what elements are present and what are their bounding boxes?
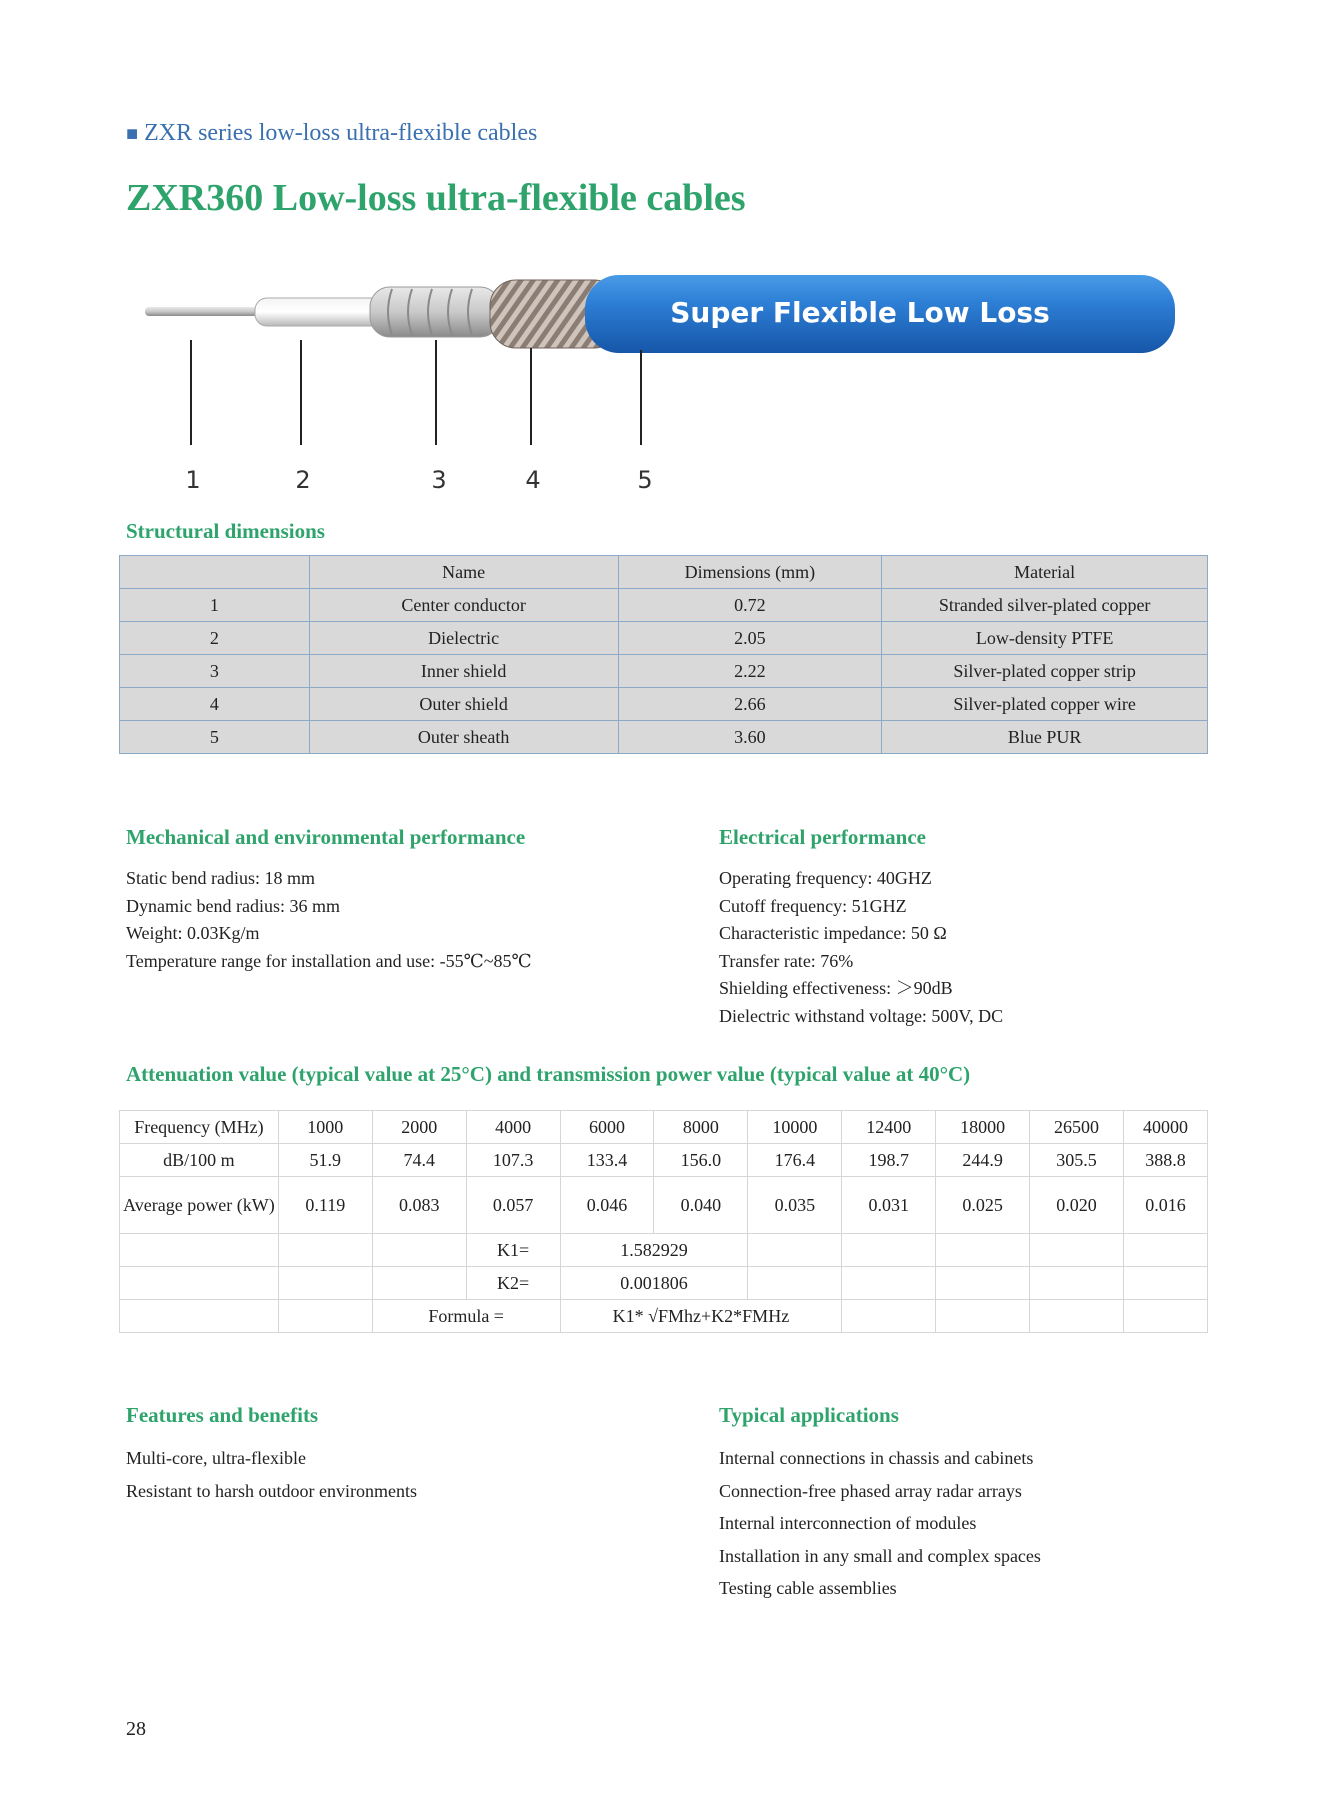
list-item: Operating frequency: 40GHZ <box>719 868 932 888</box>
k2-label: K2= <box>466 1267 560 1300</box>
table-cell: 4000 <box>466 1111 560 1144</box>
table-cell: 10000 <box>748 1111 842 1144</box>
table-cell: Low-density PTFE <box>882 622 1208 655</box>
formula-value: K1* √FMhz+K2*FMHz <box>560 1300 842 1333</box>
layer-label-5: 5 <box>637 466 653 494</box>
table-cell: 1000 <box>278 1111 372 1144</box>
features-list <box>126 1442 417 1508</box>
attenuation-row <box>120 1144 1208 1177</box>
power-row <box>120 1177 1208 1234</box>
applications-list <box>719 1442 1041 1605</box>
table-cell: 0.040 <box>654 1177 748 1234</box>
header-cell: Dimensions (mm) <box>618 556 882 589</box>
table-cell: 3 <box>120 655 310 688</box>
table-cell: 8000 <box>654 1111 748 1144</box>
table-cell: 133.4 <box>560 1144 654 1177</box>
formula-row <box>120 1300 1208 1333</box>
table-cell: 51.9 <box>278 1144 372 1177</box>
table-cell: Silver-plated copper strip <box>882 655 1208 688</box>
table-cell: 74.4 <box>372 1144 466 1177</box>
list-item: Dielectric withstand voltage: 500V, DC <box>719 1005 1004 1026</box>
row-label: dB/100 m <box>120 1144 279 1177</box>
jacket-text: Super Flexible Low Loss <box>670 296 1050 329</box>
k1-row <box>120 1234 1208 1267</box>
table-cell: 388.8 <box>1124 1144 1208 1177</box>
list-item: Resistant to harsh outdoor environments <box>126 1481 417 1501</box>
formula-label: Formula = <box>372 1300 560 1333</box>
list-item: Cutoff frequency: 51GHZ <box>719 895 907 916</box>
k1-label: K1= <box>466 1234 560 1267</box>
inner-shield-shape <box>370 287 500 337</box>
series-title-text: ZXR series low-loss ultra-flexible cables <box>144 120 538 146</box>
table-cell: 5 <box>120 721 310 754</box>
page-number: 28 <box>126 1718 146 1740</box>
page-title: ZXR360 Low-loss ultra-flexible cables <box>126 177 746 219</box>
list-item: Multi-core, ultra-flexible <box>126 1448 306 1468</box>
features-heading: Features and benefits <box>126 1403 319 1427</box>
electrical-list <box>719 865 1003 1030</box>
table-cell: Outer shield <box>309 688 618 721</box>
table-cell: 0.046 <box>560 1177 654 1234</box>
table-cell: 26500 <box>1030 1111 1124 1144</box>
table-cell: 2 <box>120 622 310 655</box>
table-row <box>120 622 1208 655</box>
header-cell: Material <box>882 556 1208 589</box>
list-item: Installation in any small and complex spaces <box>719 1545 1041 1566</box>
dielectric-shape <box>255 298 385 326</box>
header-cell <box>120 556 310 589</box>
table-cell: 18000 <box>936 1111 1030 1144</box>
table-cell: 176.4 <box>748 1144 842 1177</box>
k2-value: 0.001806 <box>560 1267 748 1300</box>
square-bullet-icon: ■ <box>126 123 139 145</box>
list-item: Characteristic impedance: 50 Ω <box>719 923 947 943</box>
list-item: Internal interconnection of modules <box>719 1513 977 1533</box>
list-item: Transfer rate: 76% <box>719 950 854 971</box>
row-label: Frequency (MHz) <box>120 1111 279 1144</box>
table-cell: 4 <box>120 688 310 721</box>
structural-table <box>119 555 1208 754</box>
frequency-row <box>120 1111 1208 1144</box>
list-item: Internal connections in chassis and cabinets <box>719 1448 1034 1468</box>
table-cell: 0.119 <box>278 1177 372 1234</box>
table-cell: 0.031 <box>842 1177 936 1234</box>
table-header-row <box>120 556 1208 589</box>
table-cell: Outer sheath <box>309 721 618 754</box>
table-row <box>120 721 1208 754</box>
table-cell: 156.0 <box>654 1144 748 1177</box>
table-cell: 2000 <box>372 1111 466 1144</box>
applications-heading: Typical applications <box>719 1403 899 1427</box>
table-cell: Dielectric <box>309 622 618 655</box>
table-cell: 0.083 <box>372 1177 466 1234</box>
table-cell: 6000 <box>560 1111 654 1144</box>
list-item: Temperature range for installation and use: -55℃~85℃ <box>126 950 532 971</box>
cable-diagram <box>0 0 1326 500</box>
layer-label-3: 3 <box>431 466 447 494</box>
table-cell: 107.3 <box>466 1144 560 1177</box>
table-cell: 3.60 <box>618 721 882 754</box>
structural-heading: Structural dimensions <box>126 519 325 543</box>
header-cell: Name <box>309 556 618 589</box>
table-cell: 2.05 <box>618 622 882 655</box>
table-cell: 2.66 <box>618 688 882 721</box>
table-cell: Center conductor <box>309 589 618 622</box>
list-item: Dynamic bend radius: 36 mm <box>126 895 340 916</box>
k1-value: 1.582929 <box>560 1234 748 1267</box>
k2-row <box>120 1267 1208 1300</box>
table-cell: 0.016 <box>1124 1177 1208 1234</box>
center-conductor-shape <box>145 307 265 316</box>
table-cell: Stranded silver-plated copper <box>882 589 1208 622</box>
table-cell: 0.72 <box>618 589 882 622</box>
table-row <box>120 655 1208 688</box>
table-cell: 1 <box>120 589 310 622</box>
table-cell: 305.5 <box>1030 1144 1124 1177</box>
table-row <box>120 589 1208 622</box>
table-cell: Blue PUR <box>882 721 1208 754</box>
table-cell: 0.025 <box>936 1177 1030 1234</box>
table-cell: 0.020 <box>1030 1177 1124 1234</box>
table-cell: 0.057 <box>466 1177 560 1234</box>
table-cell: 0.035 <box>748 1177 842 1234</box>
table-cell: 198.7 <box>842 1144 936 1177</box>
list-item: Testing cable assemblies <box>719 1578 897 1598</box>
layer-label-4: 4 <box>525 466 541 494</box>
mechanical-list <box>126 865 532 975</box>
list-item: Connection-free phased array radar arrays <box>719 1480 1022 1501</box>
attenuation-heading: Attenuation value (typical value at 25°C) and transmission power value (typical value at 40°C) <box>126 1062 971 1086</box>
layer-label-1: 1 <box>185 466 201 494</box>
electrical-heading: Electrical performance <box>719 825 926 849</box>
mechanical-heading: Mechanical and environmental performance <box>126 825 526 849</box>
table-cell: Inner shield <box>309 655 618 688</box>
list-item: Weight: 0.03Kg/m <box>126 923 260 943</box>
table-cell: 2.22 <box>618 655 882 688</box>
callout-lines <box>191 340 641 445</box>
table-cell: 12400 <box>842 1111 936 1144</box>
table-cell: Silver-plated copper wire <box>882 688 1208 721</box>
list-item: Shielding effectiveness: ＞90dB <box>719 978 953 998</box>
layer-label-2: 2 <box>295 466 311 494</box>
table-cell: 244.9 <box>936 1144 1030 1177</box>
table-row <box>120 688 1208 721</box>
list-item: Static bend radius: 18 mm <box>126 868 315 888</box>
attenuation-table <box>119 1110 1208 1333</box>
table-cell: 40000 <box>1124 1111 1208 1144</box>
row-label: Average power (kW) <box>120 1177 279 1234</box>
